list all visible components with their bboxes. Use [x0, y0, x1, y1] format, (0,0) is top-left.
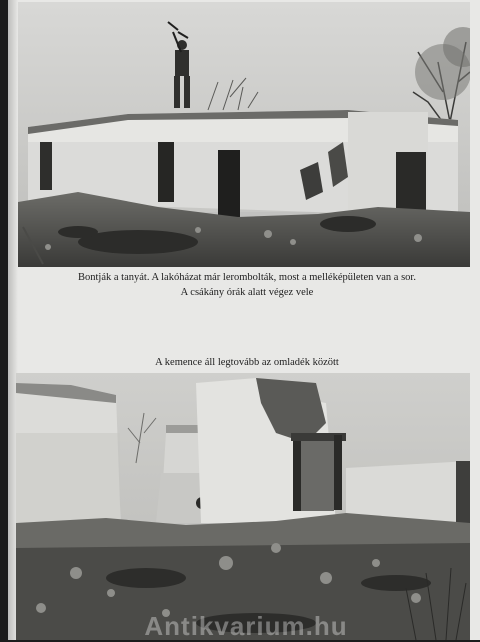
caption-bottom-photo: A kemence áll legtovább az omladék között	[155, 357, 339, 368]
caption-top	[24, 270, 470, 300]
caption-top-line2: A csákány órák alatt végez vele	[180, 287, 314, 298]
watermark: Antikvarium.hu	[144, 611, 348, 641]
caption-top-line1: Bontják a tanyát. A lakóházat már lerombolták, most a melléképületen van a sor.	[78, 272, 416, 283]
book-page	[8, 0, 480, 640]
photo-oven-ruins	[16, 373, 470, 640]
photo-demolition-farmhouse	[18, 2, 470, 267]
